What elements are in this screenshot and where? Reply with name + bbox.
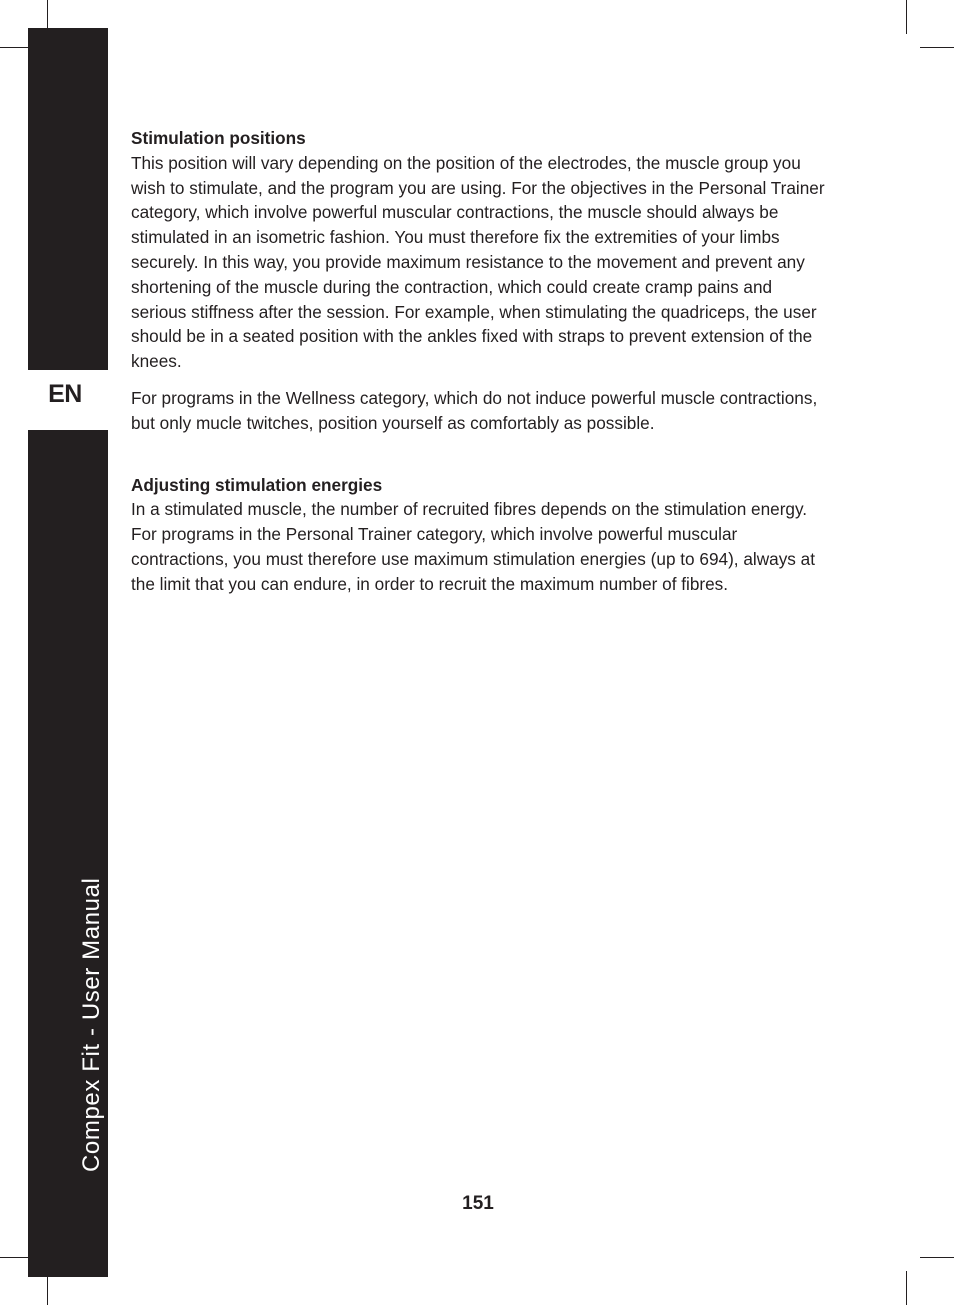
crop-mark bbox=[920, 47, 954, 48]
manual-title: Compex Fit - User Manual bbox=[78, 877, 105, 1172]
section-paragraph: In a stimulated muscle, the number of recruited fibres depends on the stimulation energy. For programs in the Personal Trainer category, which involve powerful muscular contractions, you must therefore use maximum stimulation energies (up to 694), always at the limit that you can endure, in order to recruit the maximum number of fibres. bbox=[131, 499, 815, 594]
crop-mark bbox=[920, 1257, 954, 1258]
crop-mark bbox=[906, 0, 907, 34]
sidebar-band-top bbox=[28, 28, 108, 370]
crop-mark bbox=[906, 1271, 907, 1305]
page-number: 151 bbox=[462, 1193, 494, 1214]
section-heading: Stimulation positions bbox=[131, 128, 306, 148]
section-paragraph: This position will vary depending on the position of the electrodes, the muscle group you wish to stimulate, and the program you are using. For the objectives in the Personal Trainer category, which involve powerful muscular contractions, the muscle should always be stimulated in an isometric fashion. You must therefore fix the extremities of your limbs securely. In this way, you provide maximum resistance to the movement and prevent any shortening of the muscle during the contraction, which could create cramp pains and serious stiffness after the session. For example, when stimulating the quadriceps, the user should be in a seated position with the ankles fixed with straps to prevent extension of the knees. bbox=[131, 152, 825, 372]
section-heading: Adjusting stimulation energies bbox=[131, 474, 383, 495]
language-label: EN bbox=[48, 380, 82, 408]
section-paragraph: For programs in the Wellness category, which do not induce powerful muscle contractions, but only mucle twitches, position yourself as comfortably as possible. bbox=[131, 387, 818, 433]
page-content bbox=[131, 126, 831, 597]
